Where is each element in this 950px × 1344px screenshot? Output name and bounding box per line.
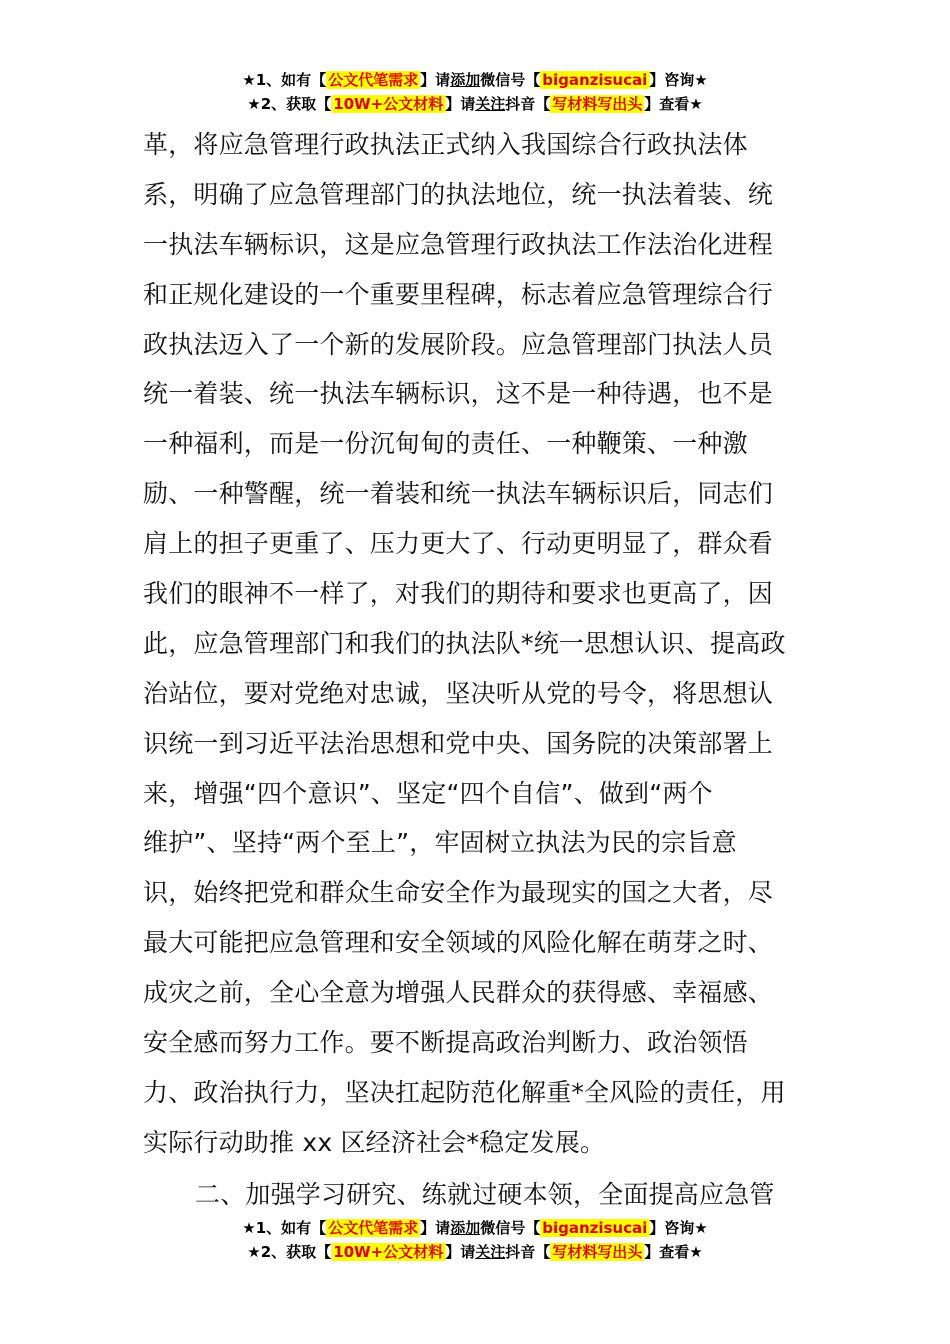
banner-text: 抖音【 xyxy=(505,1243,551,1261)
banner-text: 微信号【 xyxy=(480,71,541,89)
document-body xyxy=(143,120,813,1220)
underlined-text: 关注 xyxy=(475,95,506,113)
highlight-wechat-id: biganzisucai xyxy=(542,1219,648,1237)
body-line: 和正规化建设的一个重要里程碑，标志着应急管理综合行 xyxy=(143,279,774,309)
highlight-materials: 10W+公文材料 xyxy=(333,1243,444,1261)
underlined-text: 关注 xyxy=(475,1243,506,1261)
body-line: 最大可能把应急管理和安全领域的风险化解在萌芽之时、 xyxy=(143,928,774,958)
highlight-douyin-account: 写材料写出头 xyxy=(552,1243,643,1261)
banner-text: ★2、获取【 xyxy=(247,95,332,113)
body-line: 系，明确了应急管理部门的执法地位，统一执法着装、统 xyxy=(143,179,774,209)
body-line: 此，应急管理部门和我们的执法队*统一思想认识、提高政 xyxy=(143,628,786,658)
banner-text: 】咨询★ xyxy=(649,71,708,89)
section-heading: 二、加强学习研究、练就过硬本领，全面提高应急管 xyxy=(195,1179,775,1209)
body-line: 力、政治执行力，坚决扛起防范化解重*全风险的责任，用 xyxy=(143,1077,786,1107)
body-line: 励、一种警醒，统一着装和统一执法车辆标识后，同志们 xyxy=(143,479,774,509)
banner-text: 】请 xyxy=(445,95,476,113)
underlined-text: 添加 xyxy=(450,71,481,89)
body-line: 成灾之前，全心全意为增强人民群众的获得感、幸福感、 xyxy=(143,978,774,1008)
banner-text: 抖音【 xyxy=(505,95,551,113)
banner-line-2 xyxy=(0,1241,950,1265)
body-line: 肩上的担子更重了、压力更大了、行动更明显了，群众看 xyxy=(143,529,774,559)
banner-text: 】查看★ xyxy=(644,95,703,113)
banner-text: 】查看★ xyxy=(644,1243,703,1261)
body-line: 政执法迈入了一个新的发展阶段。应急管理部门执法人员 xyxy=(143,329,774,359)
body-line: 统一着装、统一执法车辆标识，这不是一种待遇，也不是 xyxy=(143,379,774,409)
banner-text: 微信号【 xyxy=(480,1219,541,1237)
body-line: 安全感而努力工作。要不断提高政治判断力、政治领悟 xyxy=(143,1028,748,1058)
body-line: 我们的眼神不一样了，对我们的期待和要求也更高了，因 xyxy=(143,579,774,609)
banner-text: ★2、获取【 xyxy=(247,1243,332,1261)
highlight-douyin-account: 写材料写出头 xyxy=(552,95,643,113)
banner-text: 】请 xyxy=(445,1243,476,1261)
body-line: 一种福利，而是一份沉甸甸的责任、一种鞭策、一种激 xyxy=(143,429,748,459)
highlight-materials: 10W+公文材料 xyxy=(333,95,444,113)
header-banner xyxy=(0,69,950,117)
highlight-service: 公文代笔需求 xyxy=(328,71,419,89)
body-line: 来，增强“四个意识”、坚定“四个自信”、做到“两个 xyxy=(143,778,713,808)
banner-text: 】咨询★ xyxy=(649,1219,708,1237)
banner-text: 】请 xyxy=(420,71,451,89)
body-line: 维护”、坚持“两个至上”，牢固树立执法为民的宗旨意 xyxy=(143,828,737,858)
banner-line-1 xyxy=(0,1217,950,1241)
body-line: 实际行动助推 xx 区经济社会*稳定发展。 xyxy=(143,1127,606,1157)
body-line: 治站位，要对党绝对忠诚，坚决听从党的号令，将思想认 xyxy=(143,678,774,708)
banner-line-1 xyxy=(0,69,950,93)
body-line: 一执法车辆标识，这是应急管理行政执法工作法治化进程 xyxy=(143,229,774,259)
banner-text: ★1、如有【 xyxy=(242,71,327,89)
highlight-service: 公文代笔需求 xyxy=(328,1219,419,1237)
banner-text: ★1、如有【 xyxy=(242,1219,327,1237)
body-line: 革，将应急管理行政执法正式纳入我国综合行政执法体 xyxy=(143,130,748,159)
banner-line-2 xyxy=(0,93,950,117)
highlight-wechat-id: biganzisucai xyxy=(542,71,648,89)
banner-text: 】请 xyxy=(420,1219,451,1237)
body-line: 识，始终把党和群众生命安全作为最现实的国之大者，尽 xyxy=(143,878,774,908)
body-line: 识统一到习近平法治思想和党中央、国务院的决策部署上 xyxy=(143,728,774,758)
footer-banner xyxy=(0,1217,950,1265)
underlined-text: 添加 xyxy=(450,1219,481,1237)
